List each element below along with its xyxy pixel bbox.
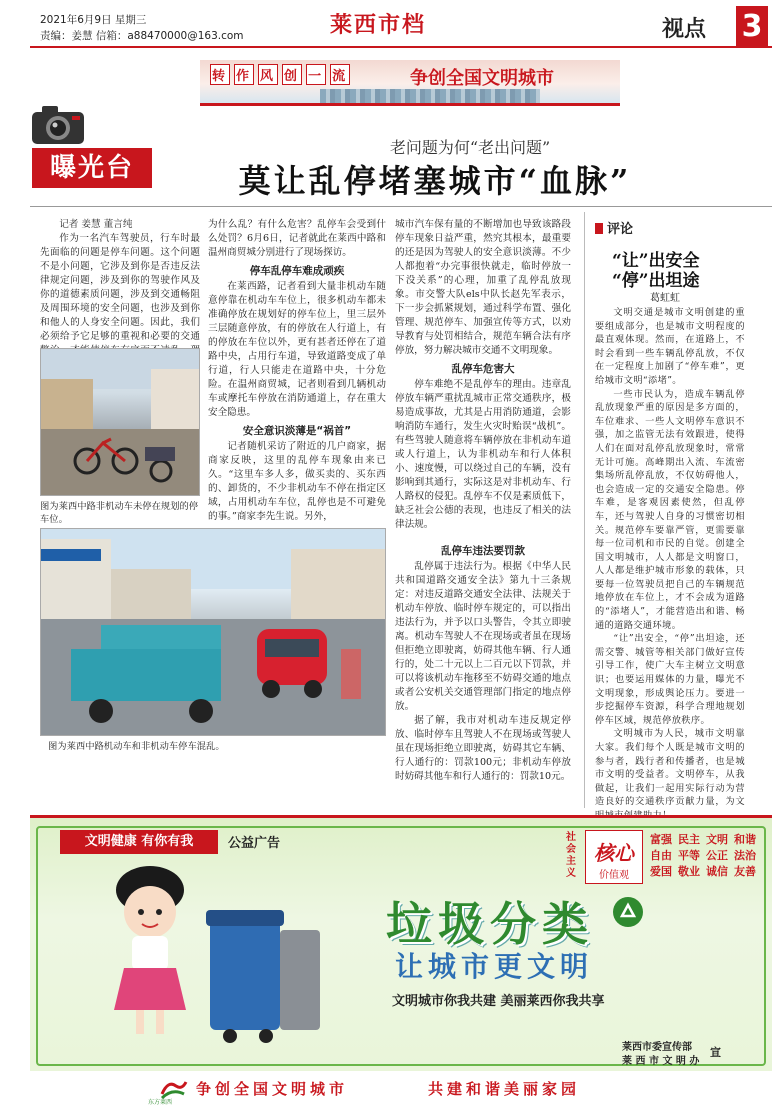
page-number: 3 (736, 6, 768, 48)
skyline-graphic (320, 89, 540, 103)
slogan-char: 一 (306, 64, 326, 85)
core-value: 公正 (706, 849, 728, 862)
commentary-paragraph: “让”出安全，“停”出坦途，还需交警、城管等相关部门做好宣传引导工作，使广大车主树立文明意识；也要运用媒体的力量，曝光不文明现象，形成舆论压力。要进一步挖掘停车资源，科学合理地规划停车区域，规范停放秩序。 (595, 633, 745, 726)
logo-sub-text: 价值观 (599, 870, 629, 881)
camera-icon (28, 100, 88, 148)
slogan-char: 创 (282, 64, 302, 85)
article-column-3 (395, 218, 571, 532)
core-values-grid (650, 832, 766, 880)
core-value: 富强 (650, 833, 672, 846)
commentary-paragraph: 文明城市为人民，城市文明靠大家。我们每个人既是城市文明的参与者，践行者和传播者，也是城市文明的受益者。文明停车，从我做起，让我们一起用实际行动为营造良好的交通秩序贡献力量，为文 (595, 728, 745, 808)
column-divider (584, 212, 585, 808)
core-values-logo (585, 830, 643, 884)
newspaper-name: 莱西市档 (330, 12, 427, 38)
commentary-body (595, 306, 745, 823)
section-subheading: 安全意识淡薄是“祸首” (242, 425, 352, 437)
commentary-title-line-1: “让”出安全 (612, 251, 700, 271)
street-photo-2 (40, 528, 386, 736)
article-paragraph: 作为一名汽车驾驶员，行车时最先面临的问题是停车问题。这个问题不是小问题，它涉及到你是否违反法律规定问题，涉及到你的驾驶作风及你的道德素质问题，涉及到交通畅阻及周围环境的安全问题，也涉及到你和他人的人身安全问题。因此，我们必须给予它足够的重视和必要的交通 (40, 233, 200, 342)
section-title: 视点 (662, 17, 707, 42)
banner-title: 争创全国文明城市 (410, 68, 554, 89)
logo-main-text: 核心 (594, 841, 634, 865)
footer-slogan: 共建和谐美丽家园 (428, 1080, 581, 1098)
editor-info: 责编：姜慧 信箱：a88470000@163.com (40, 30, 244, 42)
core-value: 爱国 (650, 865, 672, 878)
girl-with-recycling-bin-illustration (80, 860, 340, 1050)
article-paragraph: 在莱西路，记者看到大量非机动车随意停靠在机动车车位上，很多机动车都未准确停放在规划好的停车位上，里三层外三层随意停放，有的停放在人行道上，有的停放在车位以外，更有甚者还停在了道路中央，占用行车道，导致道路变成了单行道，行人只能走在道路中央，十分危险。在温州商贸城，记者则看到几辆机动车或摩托车停放在消防通道上，存在重大安全隐患。 (208, 281, 386, 418)
article-column-4 (395, 540, 571, 784)
core-value: 民主 (678, 833, 700, 846)
ad-sponsor: 莱西市委宣传部 (622, 1042, 692, 1053)
section-subheading: 乱停车危害大 (451, 363, 515, 375)
core-value: 法治 (734, 849, 756, 862)
article-paragraph: 城市汽车保有量的不断增加也导致该路段停车现象日益严重，然究其根本，最重要的还是因为驾驶人的安全意识淡薄。不少人都抱着“办完事很快就走，临时停放一下没关系”的心理，加重了乱停乱放现象。市交警大队els中队长赵先军表示，下一步会抓紧规划，通过科学布置、强化管理、规范停车、加强宣传等方式，以劝导教育与处罚相结合，规范车辆合法有序停放，努力解决城市交通不文明现象。 (395, 219, 571, 356)
article-paragraph: 停车难绝不是乱停车的理由。违章乱停放车辆严重扰乱城市正常交通秩序，极易造成事故，尤其是占用消防通道，会影响消防车通行，发生火灾时贻误“战机”。有些驾驶人随意将车辆停放在非机动车道或人行道上，认为非机动车和行人体积小、速度慢，可以绕过自己的车辆，没有影响到其通行，实际这是对非机动车、行人路权的侵犯。乱停车不仅是素质低下，缺乏社会公德的表现，也违反了相关的法律法规。 (395, 379, 571, 530)
section-subheading: 乱停车违法要罚款 (441, 545, 525, 557)
recycle-icon (612, 896, 644, 928)
footer-slogan: 争创全国文明城市 (196, 1080, 349, 1098)
article-paragraph: 记者随机采访了附近的几户商家，据商家反映，这里的乱停车现象由来已久。“这里车多人多，做买卖的、买东西的、卸货的，不少非机动车不停在指定区域，占用机动车车位，乱停也是不可避免的事。”商家李先生说。另外， (208, 441, 386, 522)
ad-type: 公益广告 (228, 836, 281, 851)
ad-slogan: 文明城市你我共建 美丽莱西你我共享 (392, 994, 605, 1009)
core-value: 和谐 (734, 833, 756, 846)
photo-illustration (41, 349, 200, 496)
ad-main-title: 垃圾分类 (386, 897, 594, 951)
article-paragraph: 乱停属于违法行为。根据《中华人民共和国道路交通安全法》第九十三条规定：对违反道路交通安全法律、法规关于机动车停放、临时停车规定的，可以指出违法行为，并予以口头警告，令其立即驶离。机动车驾驶人不在现场或者虽在现场但拒绝立即驶离，妨碍其他车辆、行人通行的，处二十元以上二百元以下罚款，并可以将该机动车拖移至不妨碍交通的地点或者公安机关交通管理部门指定的地点停放。 (395, 561, 571, 712)
core-value: 平等 (678, 849, 700, 862)
headline-divider (30, 206, 772, 207)
photo-caption: 图为莱西中路机动车和非机动车停车混乱。 (48, 741, 225, 752)
city-logo-text: 东方莱西 (148, 1099, 173, 1106)
commentary-paragraph: 文明交通是城市文明创建的重要组成部分，也是城市文明程度的最直观体现。然而，在道路上，不时会看到一些车辆乱停乱放，不仅在一定程度上加剧了“停车难”，更给城市文明“添堵”。 (595, 307, 745, 386)
core-value: 敬业 (678, 865, 700, 878)
commentary-label: 评论 (595, 218, 633, 237)
photo-illustration (41, 529, 386, 736)
slogan-char: 作 (234, 64, 254, 85)
street-photo-1 (40, 348, 200, 496)
commentary-paragraph: 一些市民认为，造成车辆乱停乱放现象严重的原因是多方面的，车位难求、一些人文明停车意识不强，加之监管无法有效跟进，使得人们在面对乱停乱放现象时，常常无计可施。高峰期出入流、车流密集场所乱停乱放，不仅妨碍他人，也会造成一定的交通安全隐患。停车难，是客观因素使然，但乱停车，还与驾驶人自身的习惯密切相关。规范停车要靠严管，更需要靠每一位司机和市民的自觉。创建全国文明城市，人人都是文明窗口，人人都是维护城市形象的载体，只要每一位驾驶员把自己的车辆规范地停放在车位上，才不会成为道路的“添堵人”，才能营造出和谐、畅通的道路交通环境。 (595, 388, 745, 631)
campaign-banner (200, 60, 620, 106)
slogan-char: 流 (330, 64, 350, 85)
article-headline: 莫让乱停堵塞城市“血脉” (238, 162, 632, 200)
section-subheading: 停车乱停车难成顽疾 (249, 265, 345, 277)
article-paragraph: 为什么乱？有什么危害？乱停车会受到什么处罚？6月6日，记者就此在莱西中路和温州商贸城分别进行了现场探访。 (208, 219, 386, 258)
article-paragraph: 据了解，我市对机动车违反规定停放、临时停车且驾驶人不在现场或驾驶人虽在现场拒绝立即驶离，妨碍其它车辆、行人通行的：罚款100元；非机动车停放时妨碍其他车和行人通行的：罚款10元。 (395, 715, 571, 782)
slogan-char: 风 (258, 64, 278, 85)
core-value: 诚信 (706, 865, 728, 878)
commentary-author: 葛虹虹 (650, 293, 680, 304)
ad-sponsor: 莱 西 市 文 明 办 (622, 1056, 700, 1067)
core-value: 文明 (706, 833, 728, 846)
slogan-char: 转 (210, 64, 230, 85)
core-values-side-label: 社会主义 (566, 832, 576, 879)
core-value: 友善 (734, 865, 756, 878)
ad-issued-mark: 宣 (710, 1046, 721, 1059)
article-column-2 (208, 218, 386, 524)
ad-subtitle: 让城市更文明 (395, 950, 594, 983)
ad-tag: 文明健康 有你有我 (60, 830, 218, 854)
commentary-title-line-2: “停”出坦途 (612, 271, 700, 291)
header-divider (30, 46, 772, 48)
banner-slogan (210, 64, 354, 85)
core-value: 自由 (650, 849, 672, 862)
photo-caption: 图为莱西中路非机动车未停在规划的停车位。 (40, 501, 199, 525)
exposure-label: 曝光台 (32, 148, 152, 188)
issue-date: 2021年6月9日 星期三 (40, 14, 147, 26)
article-subhead: 老问题为何“老出问题” (389, 138, 551, 157)
byline: 记者 姜慧 董言纯 (59, 219, 133, 230)
